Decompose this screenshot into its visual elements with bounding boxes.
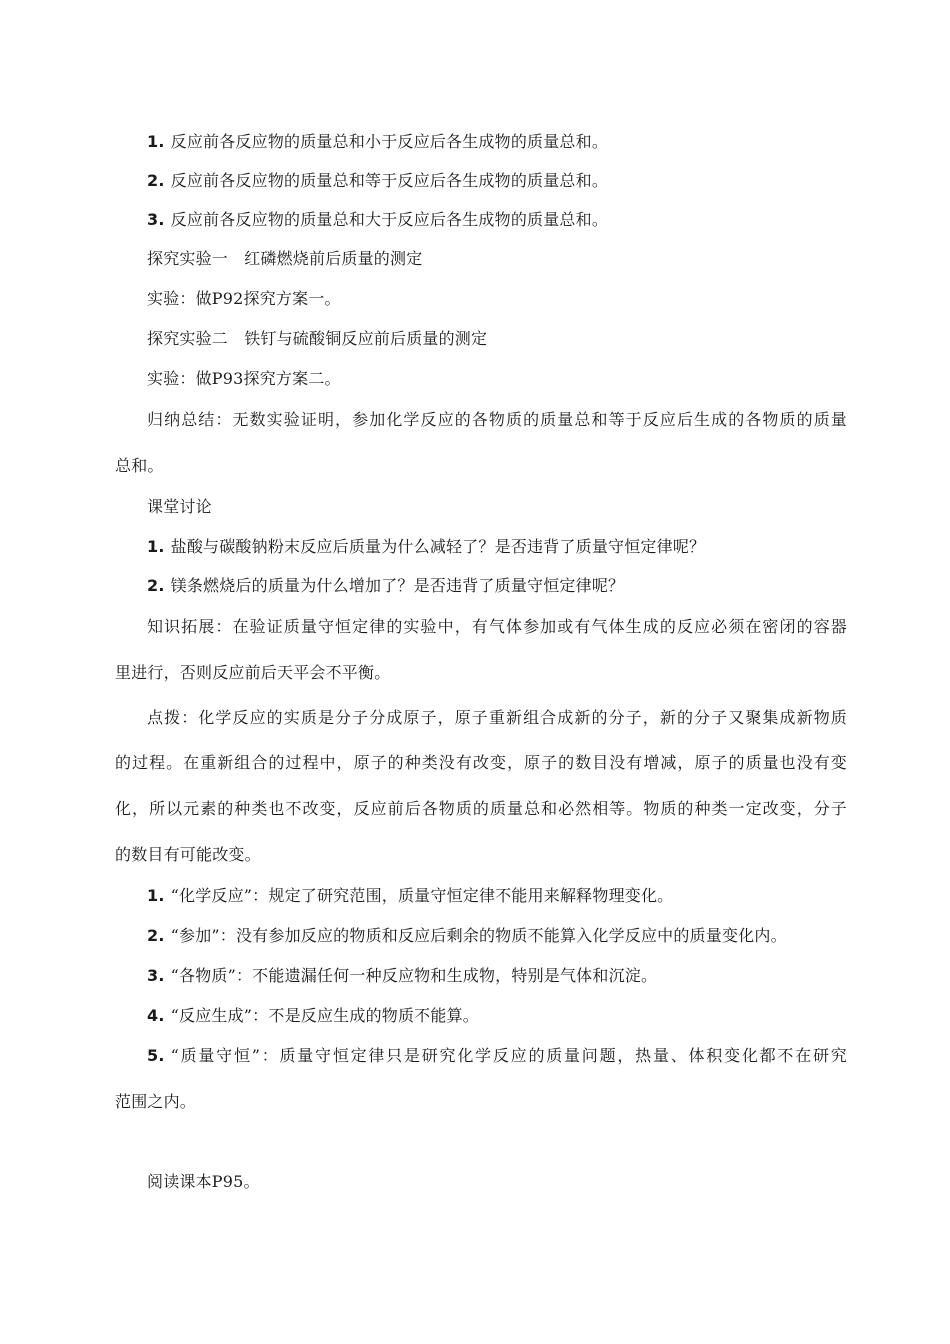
note-5-line-2: 范围之内。 [115,1092,197,1111]
experiment-1-title: 探究实验一 红磷燃烧前后质量的测定 [147,249,423,268]
note-2: 2. “参加”：没有参加反应的物质和反应后剩余的物质不能算入化学反应中的质量变化内。 [147,926,787,945]
experiment-1-instruction: 实验：做P92探究方案一。 [147,289,341,308]
note-3: 3. “各物质”：不能遗漏任何一种反应物和生成物，特别是气体和沉淀。 [147,966,658,985]
experiment-2-title: 探究实验二 铁钉与硫酸铜反应前后质量的测定 [147,329,488,348]
tip-line-1: 点拨：化学反应的实质是分子分成原子，原子重新组合成新的分子，新的分子又聚集成新物质 [147,708,847,727]
tip-line-4: 的数目有可能改变。 [115,845,261,864]
discussion-title: 课堂讨论 [147,497,212,516]
note-5: 5. “质量守恒”：质量守恒定律只是研究化学反应的质量问题，热量、体积变化都不在研究 [147,1046,847,1065]
hypothesis-1: 1. 反应前各反应物的质量总和小于反应后各生成物的质量总和。 [147,132,609,151]
experiment-2-instruction: 实验：做P93探究方案二。 [147,369,341,388]
hypothesis-2: 2. 反应前各反应物的质量总和等于反应后各生成物的质量总和。 [147,171,609,190]
extension-line-2: 里进行，否则反应前后天平会不平衡。 [115,663,391,682]
note-4: 4. “反应生成”：不是反应生成的物质不能算。 [147,1006,479,1025]
discussion-question-1: 1. 盐酸与碳酸钠粉末反应后质量为什么减轻了？是否违背了质量守恒定律呢？ [147,537,706,556]
reading-assignment: 阅读课本P95。 [147,1172,260,1191]
tip-line-3: 化，所以元素的种类也不改变，反应前后各物质的质量总和必然相等。物质的种类一定改变，分子 [115,799,847,818]
summary-line-1: 归纳总结：无数实验证明，参加化学反应的各物质的质量总和等于反应后生成的各物质的质量 [147,410,847,429]
note-1: 1. “化学反应”：规定了研究范围，质量守恒定律不能用来解释物理变化。 [147,886,674,905]
hypothesis-3: 3. 反应前各反应物的质量总和大于反应后各生成物的质量总和。 [147,210,609,229]
extension-line-1: 知识拓展：在验证质量守恒定律的实验中，有气体参加或有气体生成的反应必须在密闭的容器 [147,617,847,636]
summary-line-2: 总和。 [115,456,164,475]
discussion-question-2: 2. 镁条燃烧后的质量为什么增加了？是否违背了质量守恒定律呢？ [147,576,625,595]
tip-line-2: 的过程。在重新组合的过程中，原子的种类没有改变，原子的数目没有增减，原子的质量也没有变 [115,753,847,772]
